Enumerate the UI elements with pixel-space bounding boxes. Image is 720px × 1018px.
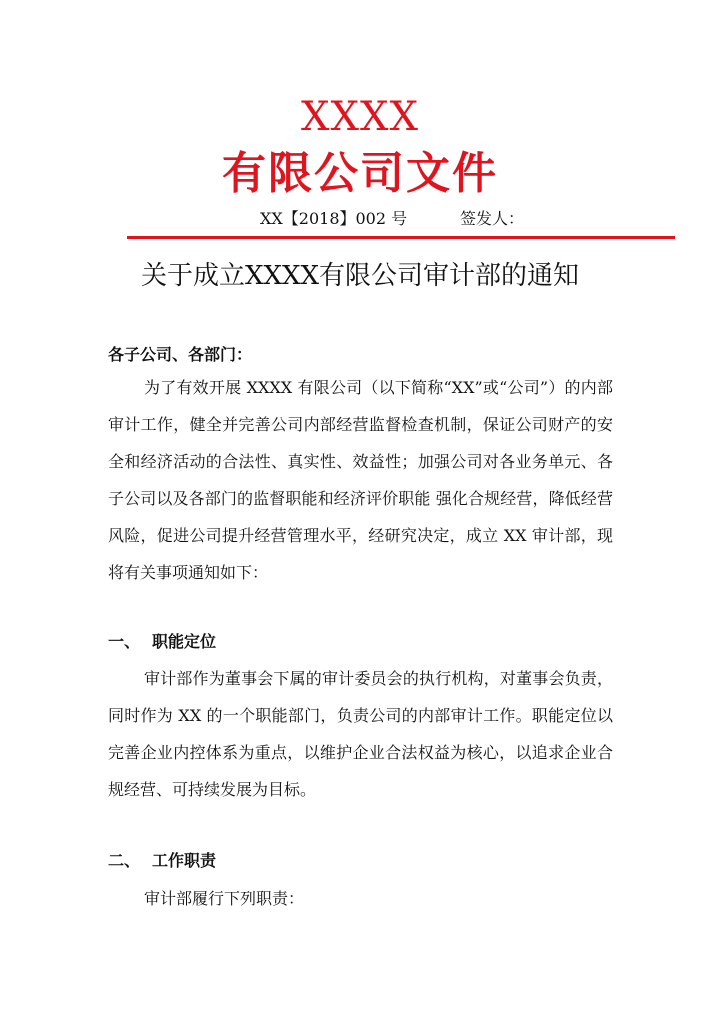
section-heading-2 [108,848,216,874]
section-heading-1 [108,629,216,655]
section-title-2: 工作职责 [152,851,217,870]
letterhead-line-1: XXXX [301,94,419,140]
red-divider [127,236,675,239]
section-paragraph-2: 审计部履行下列职责： [144,889,305,908]
section-number-2: 二、 [108,851,141,870]
doc-number-row [0,206,720,232]
section-title-1: 职能定位 [152,632,217,651]
doc-number: XX【2018】002 号 [260,209,408,228]
section-number-1: 一、 [108,632,141,651]
letterhead-company: 有限公司文件 [222,148,498,199]
document-title: 关于成立XXXX有限公司审计部的通知 [140,261,580,291]
signer-label: 签发人： [460,209,525,228]
intro-paragraph: 为了有效开展 XXXX 有限公司（以下简称“XX”或“公司”）的内部审计工作，健全并完善公司内部经营监督检查机制，保证公司财产的安全和经济活动的合法性、真实性、效益性；加强公司对各业务单元、各子公司以及各部门的监督职能和经济评价职能 强化合规经营，降低经营风险，促进公司提升经营管理水平，经研究决定，成立 XX 审计部，现将有关事项通知如下： [108,378,613,582]
salutation: 各子公司、各部门： [108,345,253,364]
section-paragraph-1: 审计部作为董事会下属的审计委员会的执行机构，对董事会负责，同时作为 XX 的一个职能部门，负责公司的内部审计工作。职能定位以完善企业内控体系为重点，以维护企业合法权益为核心，以追求企业合规经营、可持续发展为目标。 [108,669,613,799]
